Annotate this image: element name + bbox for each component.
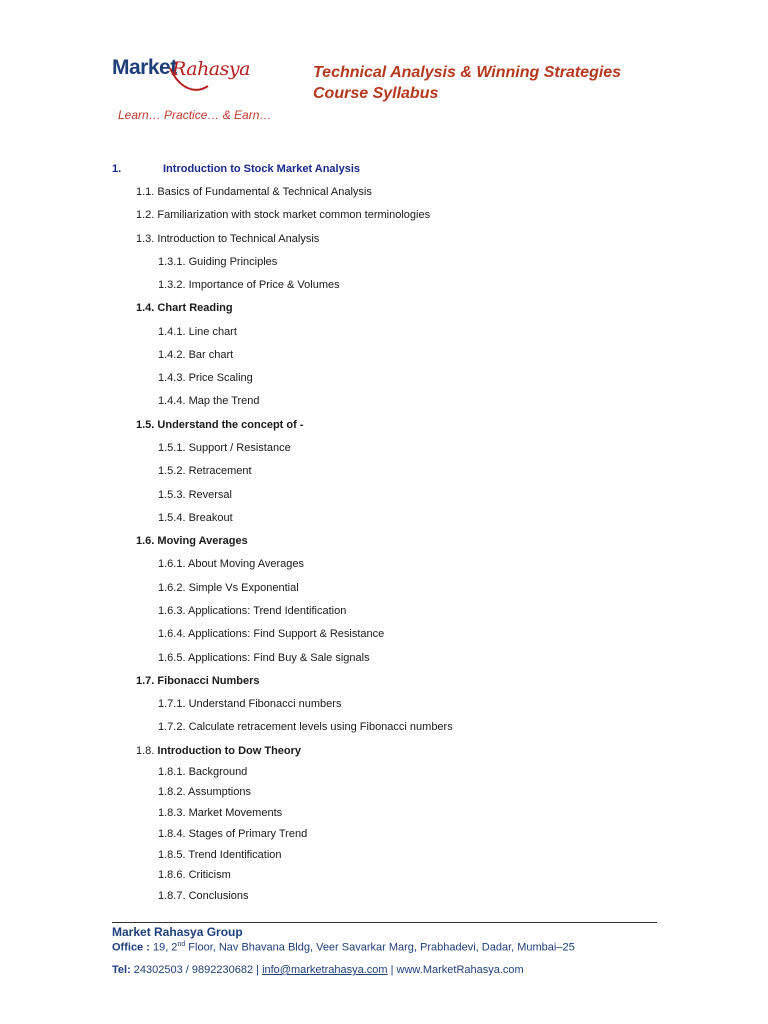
item-number: 1.7. <box>136 675 155 687</box>
contact-separator: | <box>387 964 397 976</box>
syllabus-item <box>158 869 231 881</box>
syllabus-item <box>158 890 249 902</box>
item-number: 1.6. <box>136 535 155 547</box>
website-link[interactable]: www.MarketRahasya.com <box>396 964 524 976</box>
item-number: 1.4.2. <box>158 349 186 361</box>
item-text: Applications: Trend Identification <box>187 605 347 617</box>
syllabus-item <box>158 766 247 778</box>
syllabus-item <box>158 326 237 338</box>
item-text: Price Scaling <box>188 372 253 384</box>
tagline: Learn… Practice… & Earn… <box>118 108 272 122</box>
item-text: Assumptions <box>187 786 251 798</box>
footer-org-name: Market Rahasya Group <box>112 925 243 939</box>
syllabus-item <box>158 786 251 798</box>
office-label: Office : <box>112 941 150 954</box>
syllabus-item <box>158 807 282 819</box>
item-text: Trend Identification <box>188 849 282 861</box>
item-text: Support / Resistance <box>188 442 291 454</box>
syllabus-item <box>158 558 304 570</box>
office-address-sup: nd <box>177 941 186 948</box>
syllabus-item <box>136 745 301 757</box>
item-number: 1.6.2. <box>158 582 186 594</box>
item-text: Retracement <box>188 465 252 477</box>
item-number: 1.4. <box>136 302 155 314</box>
syllabus-item <box>136 209 430 221</box>
item-number: 1.6.3. <box>158 605 186 617</box>
item-number: 1.8.6. <box>158 869 186 881</box>
item-number: 1.3. <box>136 233 155 245</box>
syllabus-item <box>136 675 260 687</box>
syllabus-item <box>158 349 233 361</box>
item-text: Line chart <box>188 326 237 338</box>
item-number: 1.7.1. <box>158 698 186 710</box>
item-text: Introduction to Technical Analysis <box>157 233 320 245</box>
syllabus-item <box>158 628 384 640</box>
syllabus-item <box>136 186 372 198</box>
item-text: Chart Reading <box>157 302 233 314</box>
item-number: 1.1. <box>136 186 155 198</box>
logo-text-market: Market <box>112 56 177 79</box>
footer-divider <box>112 922 657 923</box>
market-rahasya-logo <box>112 52 250 100</box>
email-link[interactable]: info@marketrahasya.com <box>262 964 388 976</box>
item-number: 1.3.1. <box>158 256 186 268</box>
item-text: Map the Trend <box>188 395 260 407</box>
item-text: Reversal <box>188 489 232 501</box>
tel-value: 24302503 / 9892230682 | <box>130 964 263 976</box>
item-number: 1.5. <box>136 419 155 431</box>
syllabus-item <box>112 163 360 175</box>
item-number: 1.5.4. <box>158 512 186 524</box>
item-number: 1.6.1. <box>158 558 186 570</box>
item-number: 1.8.7. <box>158 890 186 902</box>
syllabus-item <box>136 302 233 314</box>
item-number: 1.8. <box>136 745 155 757</box>
item-text: Introduction to Stock Market Analysis <box>163 163 361 175</box>
item-number: 1.5.3. <box>158 489 186 501</box>
item-number: 1.7.2. <box>158 721 186 733</box>
office-address-post: Floor, Nav Bhavana Bldg, Veer Savarkar Marg, Prabhadevi, Dadar, Mumbai–25 <box>185 941 575 954</box>
footer-contact <box>112 964 524 976</box>
item-text: Conclusions <box>188 890 249 902</box>
item-text: Market Movements <box>188 807 283 819</box>
item-text: Importance of Price & Volumes <box>188 279 340 291</box>
item-number: 1.8.1. <box>158 766 186 778</box>
syllabus-item <box>158 465 252 477</box>
footer-office-address <box>112 941 575 954</box>
syllabus-item <box>158 849 282 861</box>
item-number: 1.3.2. <box>158 279 186 291</box>
item-text: Introduction to Dow Theory <box>157 745 302 757</box>
item-text: Simple Vs Exponential <box>188 582 299 594</box>
syllabus-item <box>158 442 291 454</box>
syllabus-item <box>158 256 277 268</box>
syllabus-item <box>158 489 232 501</box>
item-text: Calculate retracement levels using Fibonacci numbers <box>188 721 453 733</box>
office-address-pre: 19, 2 <box>149 941 178 954</box>
item-text: Understand Fibonacci numbers <box>188 698 342 710</box>
document-title <box>313 62 621 104</box>
syllabus-item <box>158 372 253 384</box>
syllabus-item <box>136 233 319 245</box>
item-text: Applications: Find Buy & Sale signals <box>187 652 370 664</box>
item-text: Background <box>188 766 248 778</box>
item-text: Stages of Primary Trend <box>188 828 308 840</box>
syllabus-item <box>158 828 307 840</box>
syllabus-item <box>158 605 346 617</box>
item-text: About Moving Averages <box>187 558 304 570</box>
item-text: Fibonacci Numbers <box>157 675 260 687</box>
title-line-2: Course Syllabus <box>313 85 439 102</box>
syllabus-item <box>158 395 260 407</box>
syllabus-item <box>158 721 453 733</box>
item-number: 1.6.4. <box>158 628 186 640</box>
item-number: 1.5.1. <box>158 442 186 454</box>
item-number: 1.8.4. <box>158 828 186 840</box>
syllabus-item <box>136 419 303 431</box>
syllabus-item <box>158 512 233 524</box>
syllabus-item <box>158 698 341 710</box>
item-text: Basics of Fundamental & Technical Analysis <box>157 186 372 198</box>
item-text: Applications: Find Support & Resistance <box>187 628 385 640</box>
title-line-1: Technical Analysis & Winning Strategies <box>313 64 622 81</box>
syllabus-item <box>158 652 370 664</box>
syllabus-item <box>136 535 248 547</box>
logo-text-rahasya: Rahasya <box>172 58 250 80</box>
item-number: 1.5.2. <box>158 465 186 477</box>
item-number: 1.8.5. <box>158 849 186 861</box>
item-number: 1. <box>112 163 122 175</box>
item-text: Familiarization with stock market common terminologies <box>157 209 431 221</box>
item-text: Criticism <box>188 869 231 881</box>
syllabus-item <box>158 582 299 594</box>
item-text: Moving Averages <box>157 535 248 547</box>
item-number: 1.4.3. <box>158 372 186 384</box>
item-text: Breakout <box>188 512 233 524</box>
item-number: 1.2. <box>136 209 155 221</box>
item-text: Guiding Principles <box>188 256 278 268</box>
item-number: 1.4.4. <box>158 395 186 407</box>
item-number: 1.6.5. <box>158 652 186 664</box>
syllabus-item <box>158 279 340 291</box>
item-text: Bar chart <box>188 349 234 361</box>
item-number: 1.8.3. <box>158 807 186 819</box>
tel-label: Tel: <box>112 964 131 976</box>
item-number: 1.8.2. <box>158 786 186 798</box>
item-number: 1.4.1. <box>158 326 186 338</box>
item-text: Understand the concept of - <box>157 419 304 431</box>
